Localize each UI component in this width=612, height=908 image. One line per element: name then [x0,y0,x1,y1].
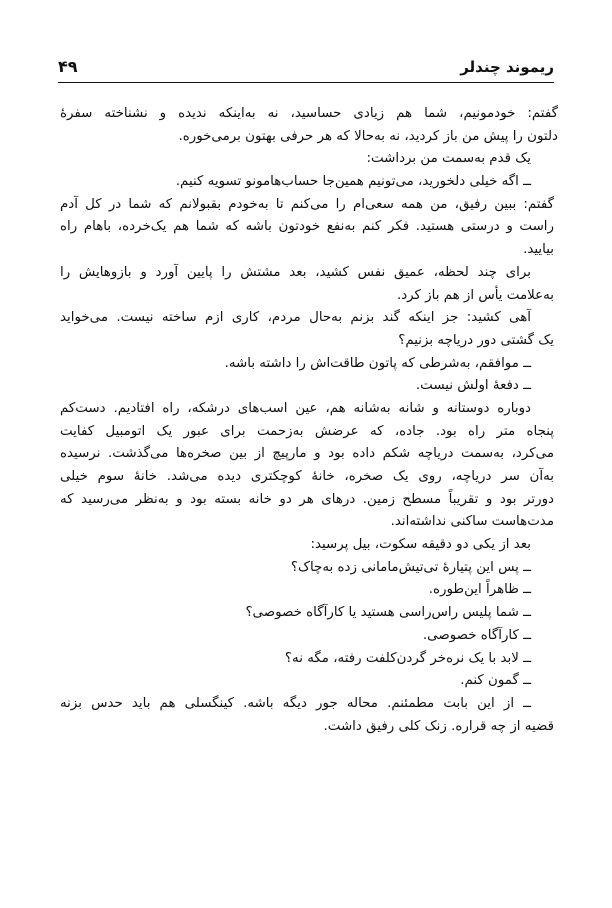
running-title: ریموند چندلر [460,58,554,76]
text-line: ــ کارآگاه خصوصی. [422,627,531,643]
text-line: ــ اگه خیلی دلخورید، می‌تونیم همین‌جا حساب‌هامونو تسویه کنیم. [175,174,531,190]
text-line: یک گشتی دور دریاچه بزنیم؟ [398,332,554,348]
text-line: پنجاه متر راه بود. جاده، که عرضش به‌زحمت برای عبور یک اتومبیل کفایت [60,423,554,439]
text-line: برای چند لحظه، عمیق نفس کشید، بعد مشتش را پایین آورد و بازوهایش را [60,264,531,280]
text-line: بیایید. [523,242,554,258]
page-header [58,52,554,83]
text-line: ــ لابد با یک نره‌خر گردن‌کلفت رفته، مگه نه؟ [284,650,531,666]
text-line: یک قدم به‌سمت من برداشت: [366,151,531,167]
page-number: ۴۹ [58,57,78,76]
text-line: ــ دفعهٔ اولش نیست. [415,378,531,394]
text-line: ــ ظاهراً این‌طوره. [428,582,531,598]
text-line: بعد از یکی دو دقیقه سکوت، بیل پرسید: [310,537,531,553]
body-text [60,103,558,738]
text-line: دورتر بود و تقریباً مسطح زمین. درهای هر دو خانه بسته بود و به‌نظر می‌رسید که [60,491,554,507]
text-line: گفتم: ببین رفیق، من همه سعی‌ام را می‌کنم تا به‌خودم بقبولانم که شما در کل آدم [60,196,554,212]
text-line: ــ از این بابت مطمئنم. محاله جور دیگه باشه. کینگسلی هم باید حدس بزنه [60,695,531,711]
text-line: قضیه از چه قراره. زنک کلی رفیق داشت. [323,718,554,734]
text-line: دلتون را پیش من باز کردید، نه به‌حالا که هر حرفی بهتون برمی‌خوره. [178,128,558,144]
text-line: ــ شما پلیس راس‌راسی هستید یا کارآگاه خصوصی؟ [245,605,531,621]
text-line: گفتم: خودمونیم، شما هم زیادی حساسید، نه به‌اینکه ندیده و نشناخته سفرهٔ [60,106,558,121]
text-line: ــ گمون کنم. [460,673,531,689]
text-line: به‌آن سر دریاچه، روی یک صخره، خانهٔ کوچکتری دیده می‌شد. خانهٔ سوم خیلی [60,469,554,484]
text-line: آهی کشید: جز اینکه گند بزنم به‌حال مردم، کاری ازم ساخته نیست. می‌خواید [60,310,531,326]
text-line: راست و درستی هستید. فکر کنم به‌نفع خودتون باشه که شما هم یک‌خرده، باهام راه [60,219,554,235]
text-line: مدت‌هاست ساکنی نداشته‌اند. [390,514,554,530]
text-line: ــ پس این پتیارهٔ تی‌تیش‌مامانی زده به‌چاک؟ [290,559,531,575]
text-line: به‌علامت یأس از هم باز کرد. [396,287,554,303]
text-line: می‌کرد، به‌سمت دریاچه شکم داده بود و مارپیچ از بین صخره‌ها می‌گذشت. نرسیده [60,446,554,462]
text-line: دوباره دوستانه و شانه به‌شانه هم، عین اسب‌های درشکه، راه افتادیم. دست‌کم [60,400,531,416]
text-line: ــ موافقم، به‌شرطی که پاتون طاقت‌اش را داشته باشه. [224,355,531,371]
